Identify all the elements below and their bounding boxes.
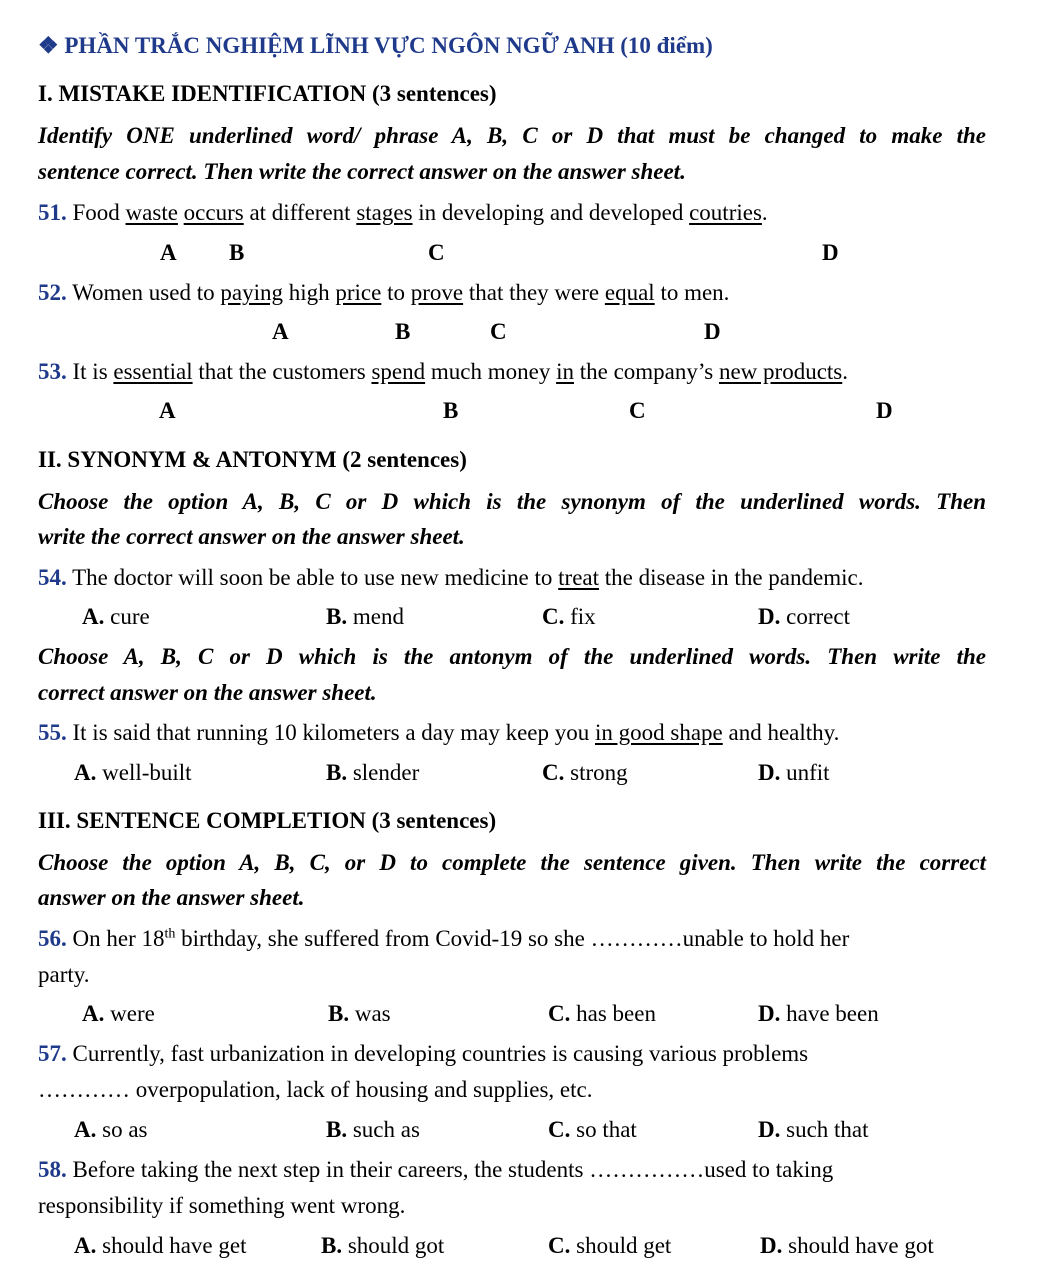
question-text: in developing and developed <box>412 200 690 225</box>
underlined-d: new products <box>718 359 843 384</box>
section-title-text: PHẦN TRẮC NGHIỆM LĨNH VỰC NGÔN NGỮ ANH (10 điểm) <box>64 33 713 58</box>
part1-instruction-line2: sentence correct. Then write the correct answer on the answer sheet. <box>38 159 686 184</box>
question-text: . <box>842 359 848 384</box>
letter-d: D <box>704 319 721 344</box>
option-a: A. should have get <box>74 1233 247 1258</box>
option-d: D. should have got <box>760 1233 934 1258</box>
underlined-d: coutries <box>689 200 762 225</box>
option-a: A. were <box>82 1001 155 1026</box>
option-b: B. mend <box>326 604 404 629</box>
question-text: On her 18 <box>72 926 165 951</box>
question-53 <box>38 358 848 386</box>
letter-a: A <box>159 398 176 423</box>
underlined-a: waste <box>125 200 178 225</box>
option-a: A. so as <box>74 1117 148 1142</box>
part2-instruction1-line1: Choose the option A, B, C or D which is the synonym of the underlined words. Then <box>38 489 986 514</box>
underlined-b: price <box>335 280 382 305</box>
question-text: It is said that running 10 kilometers a day may keep you <box>72 720 595 745</box>
underlined-b: occurs <box>183 200 244 225</box>
option-d: D. correct <box>758 604 850 629</box>
letter-a: A <box>272 319 289 344</box>
question-text: to <box>381 280 411 305</box>
underlined-c: in <box>556 359 574 384</box>
letter-b: B <box>443 398 459 423</box>
part2-instruction2-line2: correct answer on the answer sheet. <box>38 680 377 705</box>
question-52 <box>38 279 729 307</box>
part1-heading: I. MISTAKE IDENTIFICATION (3 sentences) <box>38 81 497 106</box>
question-text: to men. <box>654 280 730 305</box>
option-a: A. cure <box>82 604 150 629</box>
letter-b: B <box>395 319 411 344</box>
question-text: Women used to <box>72 280 221 305</box>
part3-instruction-line1: Choose the option A, B, C, or D to complete the sentence given. Then write the correct <box>38 850 986 875</box>
option-c: C. strong <box>542 760 628 785</box>
question-57 <box>38 1040 808 1068</box>
underlined-a: paying <box>220 280 283 305</box>
part2-instruction1-line2: write the correct answer on the answer sheet. <box>38 524 465 549</box>
question-54 <box>38 564 863 592</box>
underlined-b: spend <box>371 359 426 384</box>
question-text: the company’s <box>573 359 719 384</box>
question-56-line2: party. <box>38 962 90 987</box>
question-text: Before taking the next step in their careers, the students ……………used to taking <box>72 1157 834 1182</box>
question-text: that the customers <box>192 359 372 384</box>
part3-heading: III. SENTENCE COMPLETION (3 sentences) <box>38 808 497 833</box>
underlined-word: treat <box>558 565 600 590</box>
question-56 <box>38 925 849 953</box>
question-text: It is <box>72 359 114 384</box>
question-text: that they were <box>463 280 605 305</box>
question-text: the disease in the pandemic. <box>599 565 864 590</box>
superscript: th <box>164 926 176 942</box>
question-number: 58. <box>38 1157 67 1182</box>
question-text: much money <box>425 359 557 384</box>
question-number: 52. <box>38 280 67 305</box>
question-text: Food <box>72 200 126 225</box>
diamond-bullet-icon: ❖ <box>38 33 59 58</box>
question-number: 53. <box>38 359 67 384</box>
question-text: birthday, she suffered from Covid-19 so she …………unable to hold her <box>175 926 850 951</box>
question-58-line2: responsibility if something went wrong. <box>38 1193 406 1218</box>
letter-c: C <box>428 240 445 265</box>
part3-instruction-line2: answer on the answer sheet. <box>38 885 305 910</box>
option-a: A. well-built <box>74 760 192 785</box>
option-b: B. was <box>328 1001 391 1026</box>
letter-d: D <box>822 240 839 265</box>
option-b: B. slender <box>326 760 420 785</box>
question-text: at different <box>243 200 357 225</box>
option-c: C. should get <box>548 1233 672 1258</box>
option-b: B. should got <box>321 1233 445 1258</box>
option-c: C. so that <box>548 1117 637 1142</box>
option-b: B. such as <box>326 1117 420 1142</box>
option-c: C. has been <box>548 1001 656 1026</box>
question-text: The doctor will soon be able to use new medicine to <box>72 565 559 590</box>
question-number: 55. <box>38 720 67 745</box>
question-number: 51. <box>38 200 67 225</box>
underlined-c: prove <box>410 280 464 305</box>
part1-instruction-line1: Identify ONE underlined word/ phrase A, B, C or D that must be changed to make the <box>38 123 986 148</box>
question-57-line2: ………… overpopulation, lack of housing and supplies, etc. <box>38 1077 593 1102</box>
question-51 <box>38 199 768 227</box>
question-text: Currently, fast urbanization in developing countries is causing various problems <box>72 1041 809 1066</box>
question-55 <box>38 719 839 747</box>
part2-instruction2-line1: Choose A, B, C or D which is the antonym of the underlined words. Then write the <box>38 644 986 669</box>
letter-d: D <box>876 398 893 423</box>
letter-a: A <box>160 240 177 265</box>
underlined-a: essential <box>113 359 193 384</box>
question-number: 54. <box>38 565 67 590</box>
option-d: D. unfit <box>758 760 830 785</box>
underlined-c: stages <box>356 200 413 225</box>
section-title <box>38 32 713 60</box>
question-text: and healthy. <box>722 720 840 745</box>
letter-b: B <box>229 240 245 265</box>
letter-c: C <box>490 319 507 344</box>
underlined-d: equal <box>604 280 655 305</box>
question-text: high <box>282 280 336 305</box>
question-58 <box>38 1156 833 1184</box>
question-number: 57. <box>38 1041 67 1066</box>
option-d: D. have been <box>758 1001 879 1026</box>
question-number: 56. <box>38 926 67 951</box>
underlined-phrase: in good shape <box>595 720 723 745</box>
part2-heading: II. SYNONYM & ANTONYM (2 sentences) <box>38 447 467 472</box>
letter-c: C <box>629 398 646 423</box>
option-c: C. fix <box>542 604 596 629</box>
option-d: D. such that <box>758 1117 869 1142</box>
question-text: . <box>761 200 768 225</box>
